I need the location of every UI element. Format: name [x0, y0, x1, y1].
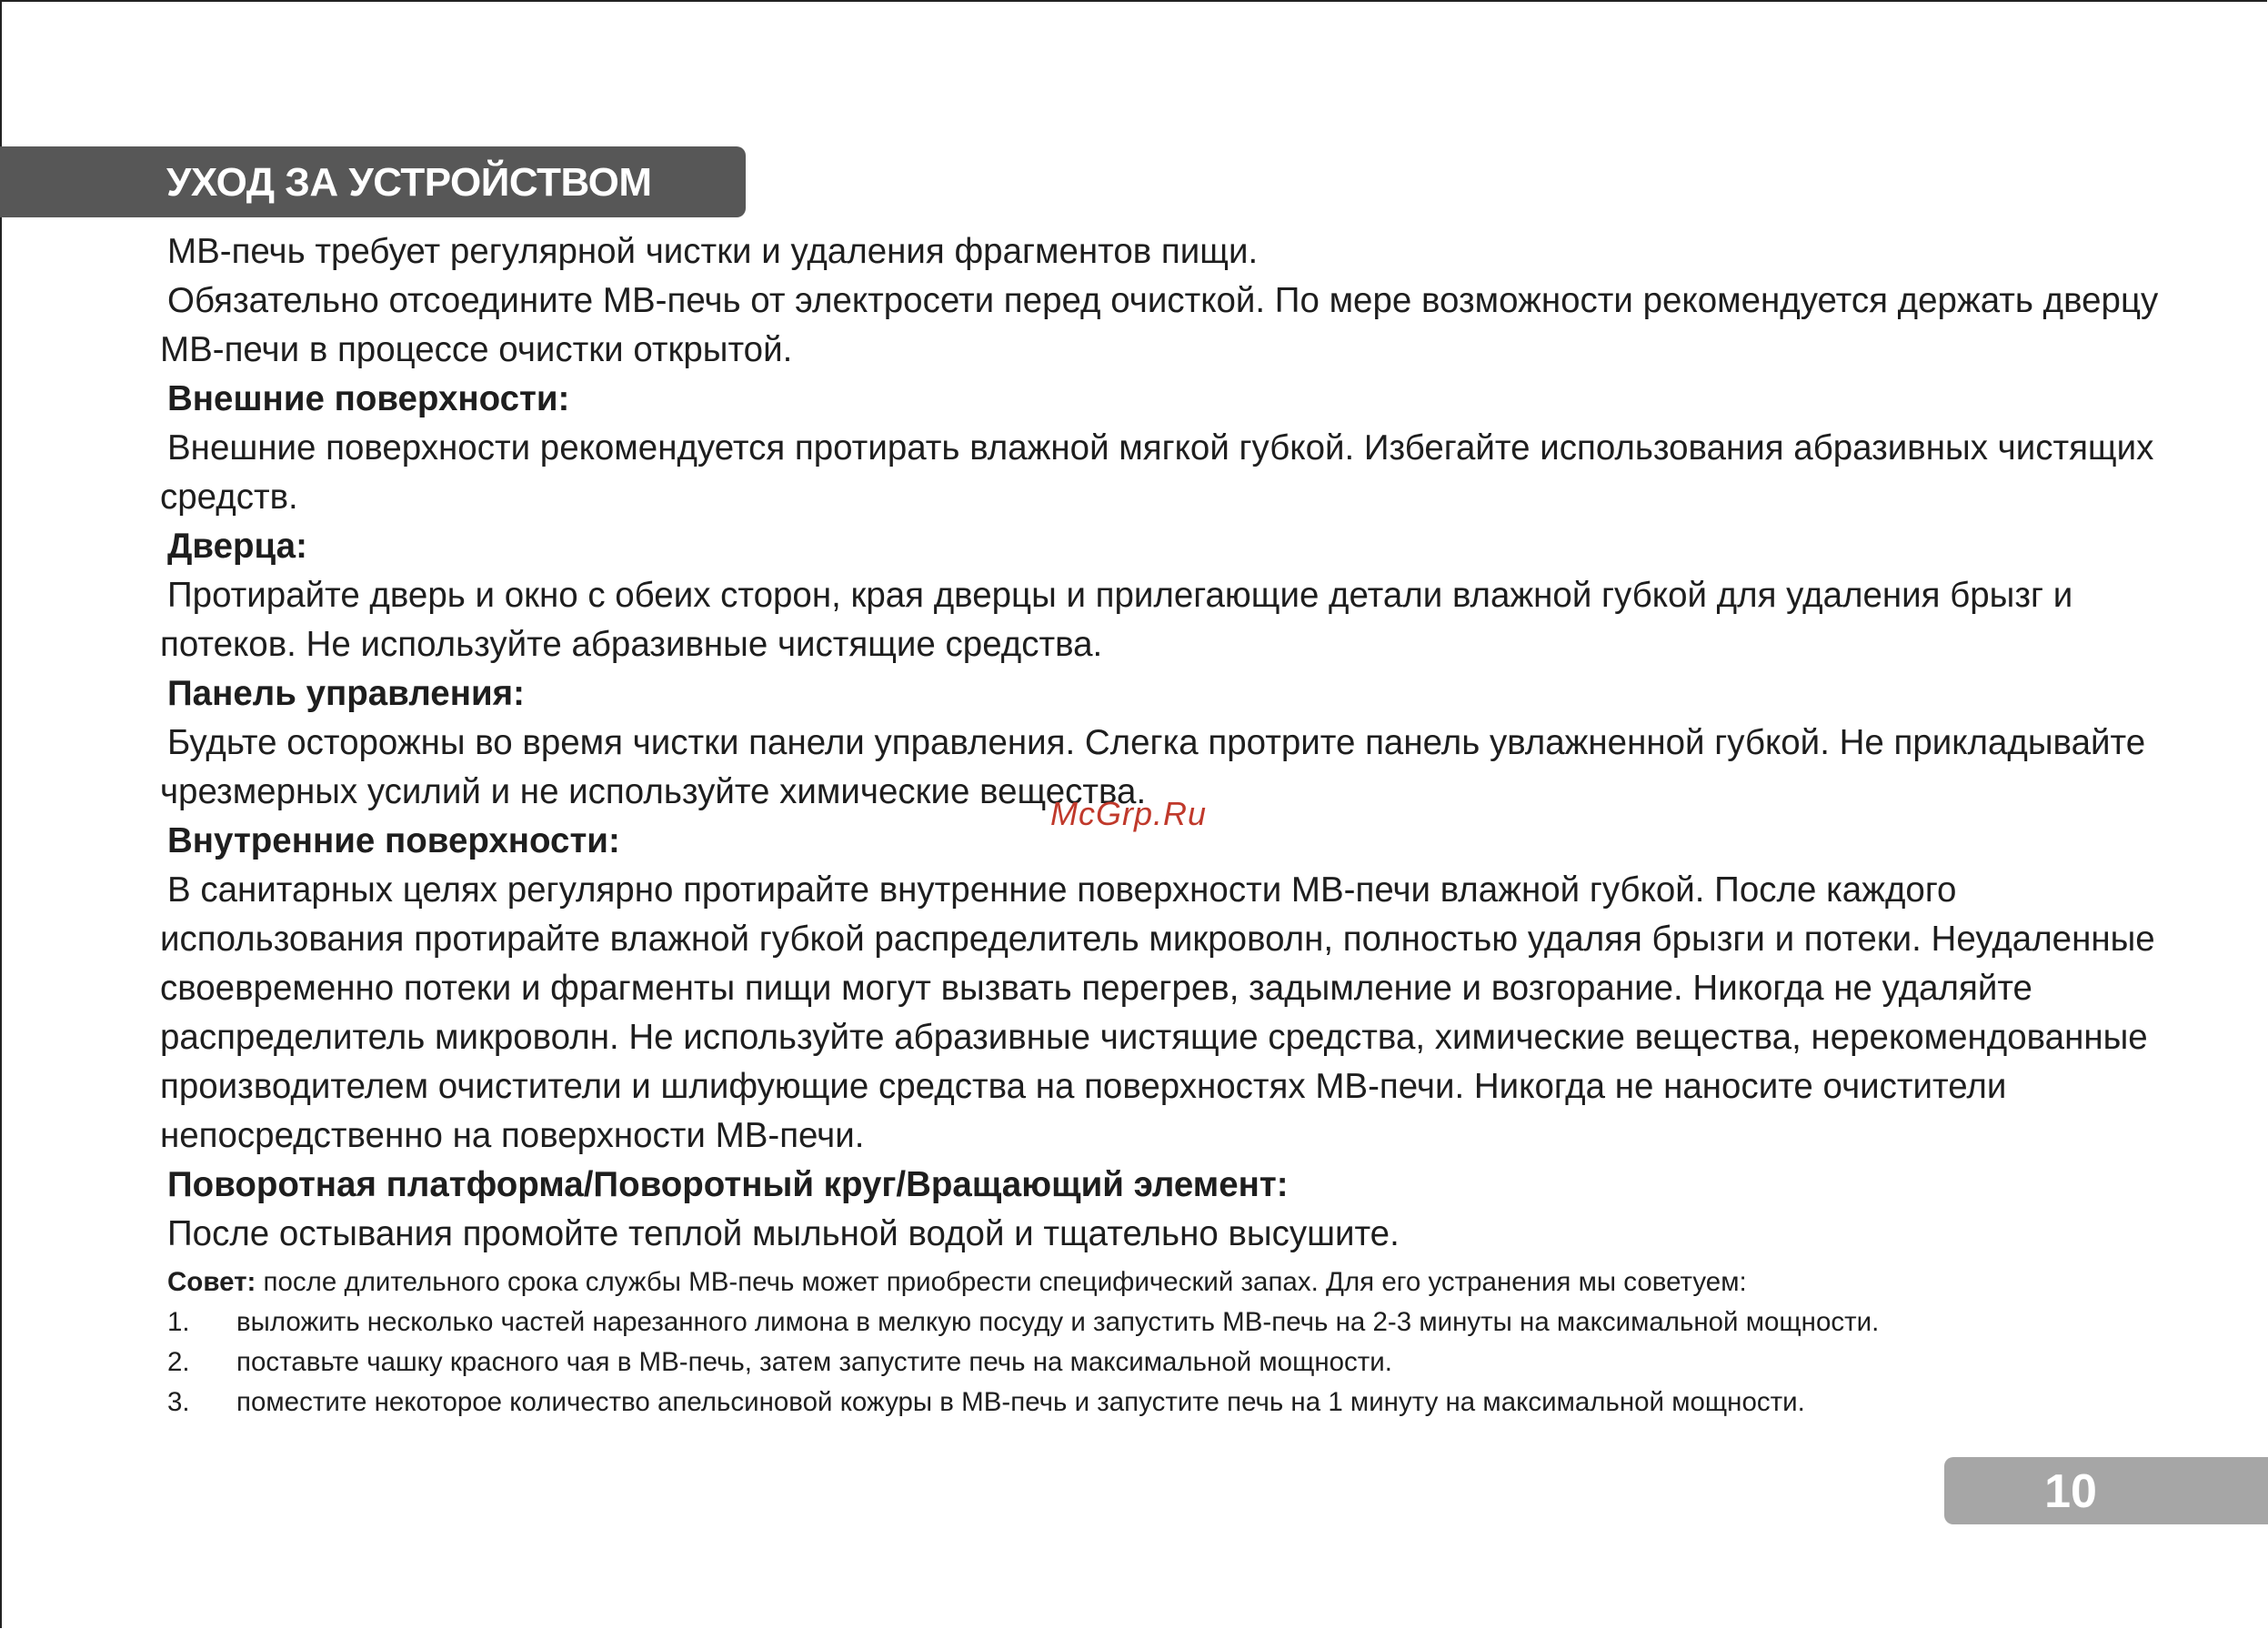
list-item-text: выложить несколько частей нарезанного лимона в мелкую посуду и запустить МВ-печь на 2-3 минуты на максимальной мощности. [236, 1307, 1880, 1337]
heading-control-panel: Панель управления: [167, 674, 525, 713]
tip-paragraph [160, 1262, 2170, 1302]
tip-label: Совет: [167, 1267, 256, 1297]
heading-internal-surfaces: Внутренние поверхности: [167, 821, 620, 860]
heading-turntable: Поворотная платформа/Поворотный круг/Вращающий элемент: [167, 1165, 1289, 1204]
heading-external-surfaces: Внешние поверхности: [167, 379, 570, 418]
intro-paragraph-1: МВ-печь требует регулярной чистки и удаления фрагментов пищи. [167, 232, 1259, 271]
text-control-panel: Будьте осторожны во время чистки панели управления. Слегка протрите панель увлажненной губкой. Не прикладывайте чрезмерных усилий и не используйте химические вещества. [160, 723, 2146, 811]
list-item [160, 1342, 2170, 1383]
tip-steps-list [160, 1302, 2170, 1423]
page-number: 10 [2044, 1465, 2097, 1518]
list-item [160, 1383, 2170, 1423]
text-external-surfaces: Внешние поверхности рекомендуется протирать влажной мягкой губкой. Избегайте использования абразивных чистящих средств. [160, 428, 2154, 517]
list-item [160, 1302, 2170, 1342]
list-item-text: поместите некоторое количество апельсиновой кожуры в МВ-печь и запустите печь на 1 минуту на максимальной мощности. [236, 1387, 1805, 1417]
list-item-number: 2. [167, 1347, 190, 1377]
list-item-text: поставьте чашку красного чая в МВ-печь, затем запустите печь на максимальной мощности. [236, 1347, 1392, 1377]
list-item-number: 1. [167, 1307, 190, 1337]
page-number-box [1944, 1457, 2268, 1524]
intro-paragraph-2: Обязательно отсоедините МВ-печь от электросети перед очисткой. По мере возможности рекомендуется держать дверцу МВ-печи в процессе очистки открытой. [160, 281, 2159, 369]
text-internal-surfaces: В санитарных целях регулярно протирайте внутренние поверхности МВ-печи влажной губкой. После каждого использования протирайте влажной губкой распределитель микроволн, полностью удаляя брызги и потеки. Неудаленные своевременно потеки и фрагменты пищи могут вызвать перегрев, задымление и возгорание. Никогда не удаляйте распределитель микроволн. Не используйте абразивные чистящие средства, химические вещества, нерекомендованные производителем очистители и шлифующие средства на поверхностях МВ-печи. Никогда не наносите очистители непосредственно на поверхности МВ-печи. [160, 870, 2155, 1155]
page-title: УХОД ЗА УСТРОЙСТВОМ [166, 160, 652, 205]
list-item-number: 3. [167, 1387, 190, 1417]
text-turntable: После остывания промойте теплой мыльной водой и тщательно высушите. [167, 1214, 1400, 1253]
tip-text: после длительного срока службы МВ-печь может приобрести специфический запах. Для его устранения мы советуем: [256, 1267, 1747, 1297]
heading-door: Дверца: [167, 527, 307, 566]
text-door: Протирайте дверь и окно с обеих сторон, края дверцы и прилегающие детали влажной губкой для удаления брызг и потеков. Не используйте абразивные чистящие средства. [160, 576, 2073, 664]
watermark: McGrp.Ru [1050, 795, 1208, 832]
